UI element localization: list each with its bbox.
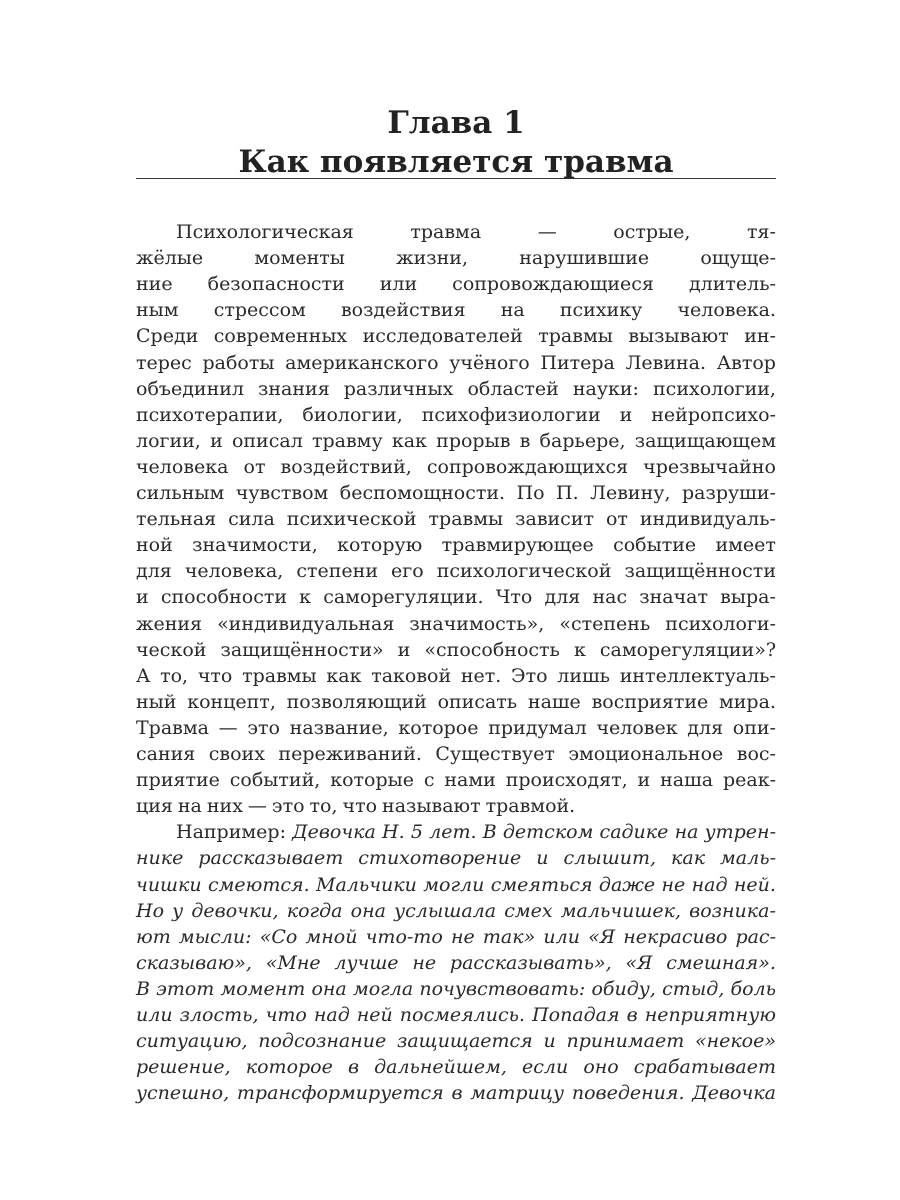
word: вызывают	[628, 325, 729, 348]
word: когда	[286, 899, 343, 922]
word: науки:	[572, 377, 639, 400]
word: защищающем	[634, 429, 776, 452]
word: событий,	[229, 769, 321, 792]
word: и	[619, 403, 633, 426]
word: Существует	[435, 743, 555, 765]
word: принимает	[566, 1030, 685, 1053]
word: ситуацию,	[136, 1030, 248, 1053]
word: разруши-	[681, 482, 776, 504]
word: Девочка	[692, 1082, 776, 1105]
word: объединил	[136, 377, 244, 400]
word: маль-	[720, 847, 776, 870]
text-line	[136, 793, 776, 819]
word: нарушившие	[519, 247, 650, 270]
word: посмеялись.	[399, 1004, 526, 1026]
word: стрессом	[213, 299, 306, 322]
word: что	[265, 1004, 307, 1026]
word: нике	[136, 847, 184, 870]
word: сила	[228, 508, 275, 531]
word: и	[136, 586, 149, 609]
text-line	[136, 376, 776, 402]
text-line	[136, 532, 776, 558]
word: знания	[258, 377, 330, 400]
word: обиду,	[591, 977, 656, 1000]
word: что-то	[365, 925, 443, 948]
word: и	[637, 769, 651, 792]
word: так»	[482, 925, 536, 948]
word: чрезвычайно	[643, 455, 776, 478]
word: ин-	[744, 325, 776, 348]
word: дальнейшем,	[374, 1056, 507, 1079]
text-line	[136, 350, 776, 376]
word: ней	[356, 1004, 393, 1026]
word: значимость»,	[409, 612, 545, 635]
word: на	[674, 821, 699, 844]
word: тя-	[747, 221, 776, 243]
word: которые	[330, 769, 414, 792]
word: чувством	[235, 482, 329, 504]
word: почувствовать:	[419, 977, 586, 1000]
word: опи-	[732, 716, 776, 739]
word: современных	[213, 325, 348, 348]
word: психотерапии,	[136, 403, 284, 426]
word: психологи-	[665, 612, 776, 635]
text-line	[136, 1054, 776, 1080]
word: «некое»	[694, 1030, 776, 1053]
word: психологии,	[653, 377, 776, 400]
text-line	[136, 219, 776, 245]
word: психической	[286, 508, 417, 531]
word: Что	[495, 586, 533, 609]
word: в	[451, 1082, 463, 1105]
word: в	[626, 1004, 638, 1026]
chapter-number: Глава 1	[387, 105, 525, 141]
word: момент	[220, 977, 306, 1000]
word: приятие	[136, 769, 220, 792]
word: человека	[136, 455, 229, 478]
word: некрасиво	[623, 925, 728, 948]
word: неприятную	[644, 1004, 776, 1026]
word: чишки	[136, 873, 202, 896]
word: воздействия	[340, 299, 466, 322]
word: зависит	[515, 508, 594, 531]
word: психофизиологии	[421, 403, 601, 426]
word: «Я	[588, 925, 616, 948]
word: и	[543, 1030, 556, 1053]
word: психологической	[436, 560, 612, 583]
word: то,	[160, 664, 189, 687]
word: событие	[613, 534, 697, 557]
word: Например:	[176, 821, 286, 844]
word: саморегуляции»?	[599, 638, 776, 661]
text-line	[136, 245, 776, 271]
text-line	[136, 767, 776, 793]
word: В	[136, 977, 150, 1000]
text-line	[136, 1080, 776, 1106]
book-page	[136, 0, 776, 1200]
word: на	[500, 299, 525, 322]
chapter-title: Как появляется травма	[238, 144, 674, 180]
word: логии,	[136, 429, 201, 452]
word: или	[543, 925, 580, 948]
word: как	[391, 429, 427, 452]
word: и	[397, 638, 411, 661]
word: выра-	[720, 586, 776, 609]
word: или	[379, 273, 418, 296]
word: —	[537, 221, 557, 243]
word: —	[218, 716, 238, 739]
word: значимости,	[192, 534, 318, 557]
word: биологии,	[302, 403, 403, 426]
text-line	[136, 976, 776, 1002]
word: это	[247, 716, 280, 739]
word: мальчишек,	[560, 899, 682, 922]
word: В	[482, 821, 497, 844]
word: травму	[311, 429, 383, 452]
word: описал	[231, 429, 303, 452]
word: для	[687, 716, 724, 739]
word: название,	[289, 716, 389, 739]
word: учёного	[449, 351, 530, 374]
word: 5	[410, 821, 423, 844]
text-line	[136, 428, 776, 454]
word: ной	[136, 534, 173, 557]
word: «индивидуальная	[217, 612, 395, 635]
text-line	[136, 1002, 776, 1028]
word: мира.	[718, 690, 776, 713]
text-line	[136, 480, 776, 506]
word: над	[313, 1004, 350, 1026]
word: ный	[136, 690, 177, 713]
word: описать	[437, 690, 518, 713]
word: лишь	[557, 664, 611, 687]
word: успешно,	[136, 1082, 230, 1105]
word: степени	[296, 560, 378, 583]
word: нет.	[460, 664, 502, 687]
word: безопасности	[207, 273, 345, 296]
word: возника-	[689, 899, 776, 922]
word: защищённости»	[220, 638, 384, 661]
word: этот	[156, 977, 215, 1000]
word: к	[573, 638, 586, 661]
word: смех	[504, 899, 553, 922]
word: детском	[502, 821, 594, 844]
word: реак-	[722, 769, 776, 792]
word: «степень	[559, 612, 651, 635]
text-line	[136, 402, 776, 428]
word: в	[519, 429, 531, 452]
title-rule	[136, 178, 776, 179]
word: не	[412, 951, 437, 974]
word: сопровождающихся	[426, 455, 629, 478]
text-line	[136, 323, 776, 349]
word: к	[299, 586, 312, 609]
word: или	[136, 1004, 173, 1026]
word: которую	[337, 534, 423, 557]
word: значат	[639, 586, 709, 609]
word: которое	[245, 1056, 333, 1079]
word: трансформируется	[236, 1082, 444, 1105]
word: П.	[556, 482, 579, 504]
word: мысли:	[178, 925, 252, 948]
word: длитель-	[688, 273, 776, 296]
word: она	[350, 899, 386, 922]
word: беспомощности.	[339, 482, 506, 504]
word: жения	[136, 612, 203, 635]
word: наша	[660, 769, 714, 792]
word: слышит,	[563, 847, 657, 870]
word: рассказывает	[198, 847, 344, 870]
word: могла	[352, 977, 414, 1000]
text-line	[136, 872, 776, 898]
word: Питера	[540, 351, 615, 374]
word: травмой.	[485, 795, 576, 818]
text-line	[136, 819, 776, 845]
word: злость,	[179, 1004, 259, 1026]
word: жизни,	[396, 247, 468, 270]
word: Но	[136, 899, 165, 922]
word: Это	[511, 664, 548, 687]
text-line	[136, 611, 776, 637]
word: на	[177, 795, 202, 818]
text-line	[136, 297, 776, 323]
word: не	[450, 925, 475, 948]
word: интеллектуаль-	[619, 664, 776, 687]
word: человек	[596, 716, 678, 739]
word: матрицу	[470, 1082, 565, 1105]
word: подсознание	[258, 1030, 387, 1053]
word: и	[210, 429, 223, 452]
word: поведения.	[571, 1082, 685, 1105]
word: Психологическая	[176, 221, 354, 243]
word: травмы	[242, 664, 317, 687]
word: А	[136, 664, 151, 687]
word: воздействий,	[280, 455, 412, 478]
text-line	[136, 898, 776, 924]
text-line	[136, 1028, 776, 1054]
text-line	[136, 558, 776, 584]
word: утрен-	[704, 821, 776, 844]
word: для	[544, 586, 581, 609]
word: могли	[423, 873, 485, 896]
word: его	[391, 560, 424, 583]
word: лет.	[429, 821, 477, 844]
word: психику	[559, 299, 643, 322]
word: если	[522, 1056, 569, 1079]
word: смеяться	[490, 873, 593, 896]
word: не	[661, 873, 686, 896]
word: происходят,	[505, 769, 628, 792]
word: работы	[202, 351, 275, 374]
word: Левину,	[590, 482, 671, 504]
word: —	[247, 795, 267, 818]
word: смеются.	[208, 873, 310, 896]
text-line	[136, 845, 776, 871]
word: ческой	[136, 638, 207, 661]
text-line	[136, 271, 776, 297]
word: ощуще-	[700, 247, 776, 270]
word: боль	[730, 977, 776, 1000]
word: «Мне	[265, 951, 321, 974]
text-line	[136, 689, 776, 715]
word: которое	[398, 716, 479, 739]
word: травмирующее	[441, 534, 594, 557]
text-line	[136, 924, 776, 950]
word: ние	[136, 273, 173, 296]
word: травма	[410, 221, 482, 243]
word: них	[206, 795, 243, 818]
word: ным	[136, 299, 179, 322]
word: таковой	[371, 664, 452, 687]
text-line	[136, 950, 776, 976]
word: как	[326, 664, 362, 687]
word: это	[271, 795, 305, 818]
word: острые,	[613, 221, 691, 243]
text-line	[136, 637, 776, 663]
word: наше	[527, 690, 581, 713]
word: терес	[136, 351, 192, 374]
word: срабатывает	[633, 1056, 776, 1079]
word: оно	[583, 1056, 619, 1079]
word: восприятие	[591, 690, 709, 713]
word: «Со	[259, 925, 298, 948]
word: что	[342, 795, 378, 818]
word: рассказывать»,	[449, 951, 612, 974]
word: называют	[382, 795, 481, 818]
word: моменты	[254, 247, 345, 270]
word: с	[423, 769, 435, 792]
word: стыд,	[662, 977, 725, 1000]
word: различных	[343, 377, 454, 400]
word: над	[691, 873, 728, 896]
word: тельная	[136, 508, 217, 531]
word: сильным	[136, 482, 225, 504]
text-line	[136, 506, 776, 532]
word: травмы	[428, 508, 504, 531]
word: позволяющий	[286, 690, 427, 713]
word: решение,	[136, 1056, 231, 1079]
word: американского	[285, 351, 439, 374]
word: в	[347, 1056, 359, 1079]
word: мной	[305, 925, 358, 948]
word: даже	[598, 873, 656, 896]
word: у	[172, 899, 184, 922]
word: барьере,	[539, 429, 626, 452]
word: По	[516, 482, 545, 504]
word: что	[197, 664, 233, 687]
word: человека.	[677, 299, 776, 322]
word: Автор	[716, 351, 776, 374]
word: областей	[467, 377, 559, 400]
word: ют	[136, 925, 171, 948]
word: от	[243, 455, 266, 478]
word: Н.	[382, 821, 405, 844]
word: нами	[444, 769, 496, 792]
word: вос-	[736, 743, 776, 765]
text-line	[136, 663, 776, 689]
word: способности	[160, 586, 288, 609]
word: Среди	[136, 325, 199, 348]
word: услышала	[394, 899, 497, 922]
word: и	[536, 847, 549, 870]
word: сания	[136, 743, 196, 765]
word: садике	[599, 821, 669, 844]
word: Мальчики	[316, 873, 417, 896]
word: индивидуаль-	[639, 508, 776, 531]
word: она	[311, 977, 347, 1000]
word: жёлые	[136, 247, 204, 270]
word: ней.	[733, 873, 776, 896]
word: травмы	[538, 325, 613, 348]
word: Травма	[136, 716, 209, 739]
text-line	[136, 584, 776, 610]
word: Левина.	[625, 351, 707, 374]
word: стихотворение	[358, 847, 522, 870]
word: «способность	[424, 638, 560, 661]
word: как	[671, 847, 706, 870]
word: защищённости	[624, 560, 776, 583]
word: имеет	[715, 534, 776, 557]
word: саморегуляции.	[323, 586, 484, 609]
word: человека,	[184, 560, 284, 583]
word: от	[605, 508, 628, 531]
word: ция	[136, 795, 173, 818]
word: «Я	[625, 951, 653, 974]
word: своих	[208, 743, 265, 765]
text-line	[136, 454, 776, 480]
word: рас-	[735, 925, 776, 948]
text-line	[136, 741, 776, 767]
word: придумал	[488, 716, 587, 739]
word: исследователей	[362, 325, 523, 348]
text-line	[136, 715, 776, 741]
word: защищается	[396, 1030, 533, 1053]
word: эмоциональное	[568, 743, 724, 765]
word: нас	[592, 586, 628, 609]
word: переживаний.	[278, 743, 422, 765]
word: лучше	[334, 951, 399, 974]
word: нейропсихо-	[651, 403, 776, 426]
word: сказываю»,	[136, 951, 252, 974]
word: сопровождающиеся	[452, 273, 654, 296]
word: прорыв	[436, 429, 511, 452]
word: смешная».	[666, 951, 776, 974]
word: для	[136, 560, 172, 583]
word: Девочка	[292, 821, 376, 844]
word: девочки,	[191, 899, 279, 922]
word: то,	[309, 795, 338, 818]
word: Попадая	[532, 1004, 620, 1026]
word: концепт,	[187, 690, 276, 713]
